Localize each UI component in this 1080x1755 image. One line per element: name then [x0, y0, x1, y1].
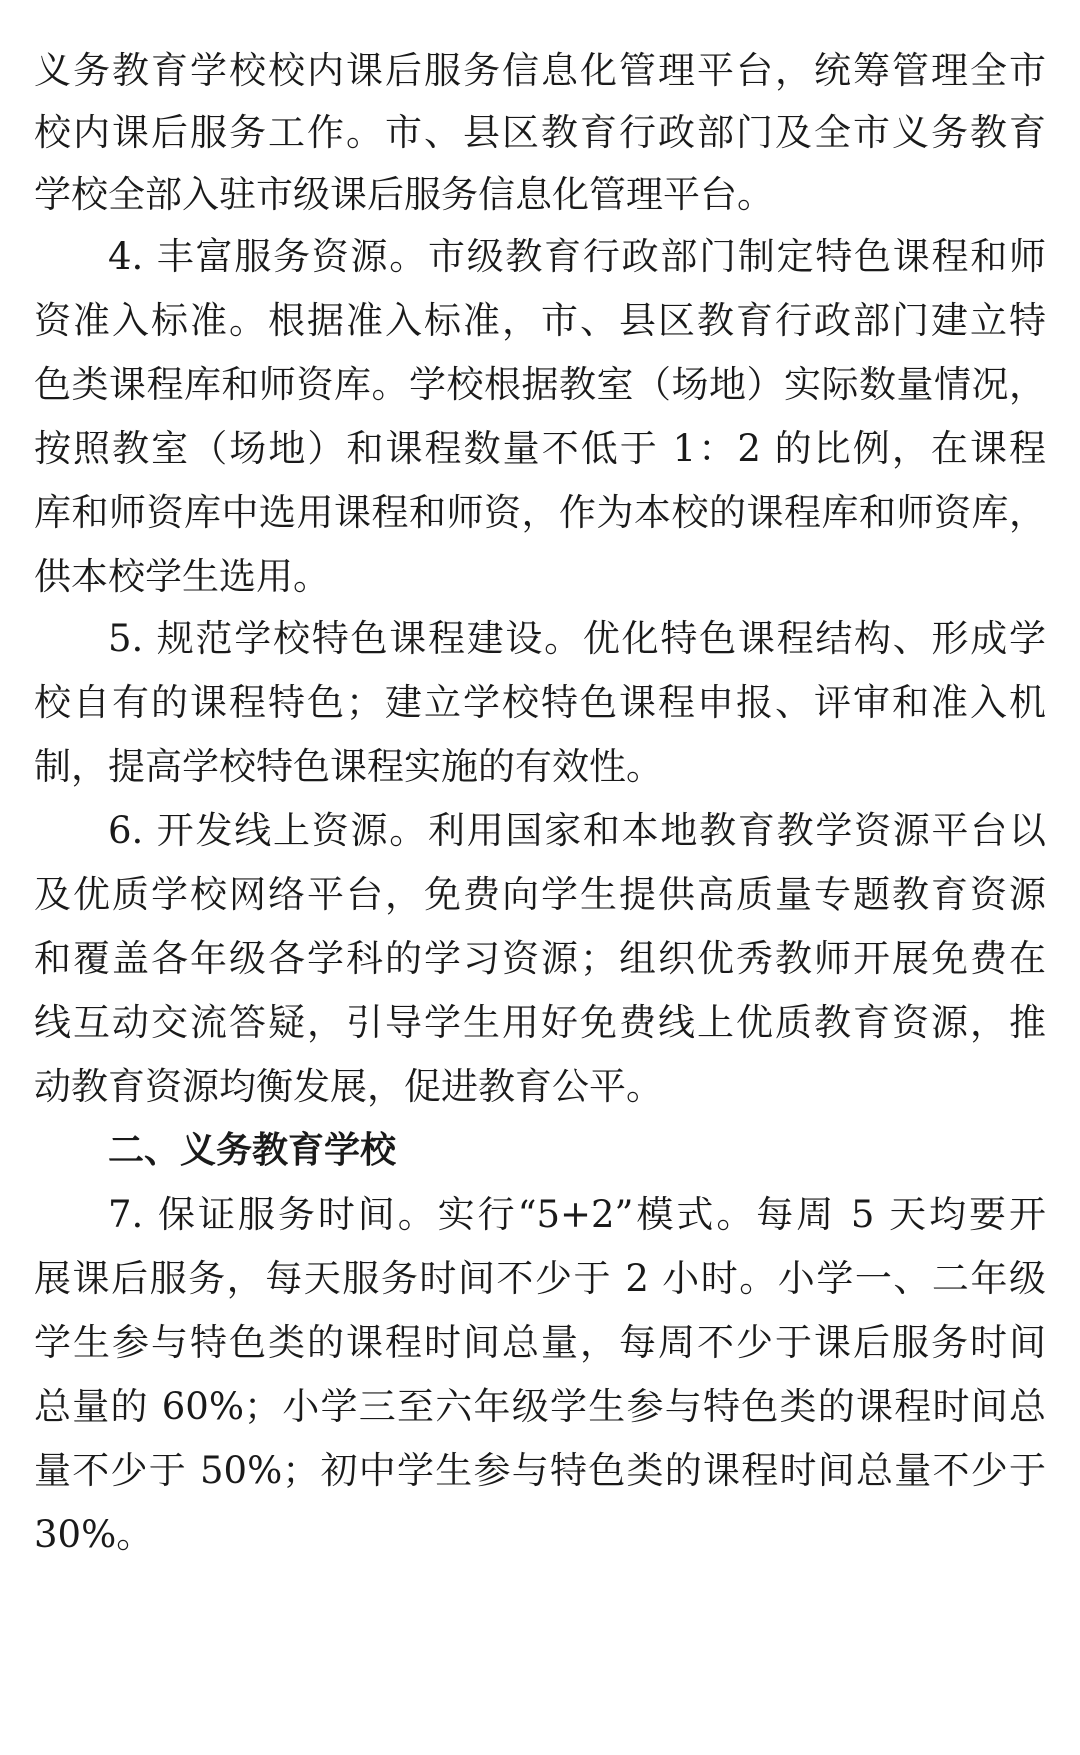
- body-text-line: 学校全部入驻市级课后服务信息化管理平台。: [34, 173, 774, 216]
- body-text-line: 及优质学校网络平台，免费向学生提供高质量专题教育资源: [34, 873, 1046, 916]
- body-text-line: 义务教育学校校内课后服务信息化管理平台，统筹管理全市: [34, 49, 1046, 92]
- body-text-line: 制，提高学校特色课程实施的有效性。: [34, 745, 663, 788]
- body-text-line: 库和师资库中选用课程和师资，作为本校的课程库和师资库，: [34, 491, 1046, 534]
- paragraph-5-start: 5. 规范学校特色课程建设。优化特色课程结构、形成学: [108, 617, 1046, 660]
- paragraph-7-start: 7. 保证服务时间。实行“5+2”模式。每周 5 天均要开: [108, 1193, 1046, 1236]
- body-text-line: 和覆盖各年级各学科的学习资源；组织优秀教师开展免费在: [34, 937, 1046, 980]
- body-text-line: 校自有的课程特色；建立学校特色课程申报、评审和准入机: [34, 681, 1046, 724]
- body-text-line: 学生参与特色类的课程时间总量，每周不少于课后服务时间: [34, 1321, 1046, 1364]
- body-text-line: 按照教室（场地）和课程数量不低于 1：2 的比例，在课程: [34, 427, 1046, 470]
- section-heading: 二、义务教育学校: [108, 1130, 397, 1171]
- body-text-line: 资准入标准。根据准入标准，市、县区教育行政部门建立特: [34, 299, 1046, 342]
- body-text-line: 供本校学生选用。: [34, 555, 330, 598]
- body-text-line: 校内课后服务工作。市、县区教育行政部门及全市义务教育: [34, 111, 1046, 154]
- body-text-line: 线互动交流答疑，引导学生用好免费线上优质教育资源，推: [34, 1001, 1046, 1044]
- body-text-line: 量不少于 50%；初中学生参与特色类的课程时间总量不少于: [34, 1449, 1046, 1492]
- paragraph-4-start: 4. 丰富服务资源。市级教育行政部门制定特色课程和师: [108, 235, 1046, 278]
- body-text-line: 总量的 60%；小学三至六年级学生参与特色类的课程时间总: [34, 1385, 1046, 1428]
- body-text-line: 展课后服务，每天服务时间不少于 2 小时。小学一、二年级: [34, 1257, 1046, 1300]
- body-text-line: 动教育资源均衡发展，促进教育公平。: [34, 1065, 663, 1108]
- body-text-line: 30%。: [34, 1513, 154, 1556]
- paragraph-6-start: 6. 开发线上资源。利用国家和本地教育教学资源平台以: [108, 809, 1046, 852]
- body-text-line: 色类课程库和师资库。学校根据教室（场地）实际数量情况，: [34, 363, 1046, 406]
